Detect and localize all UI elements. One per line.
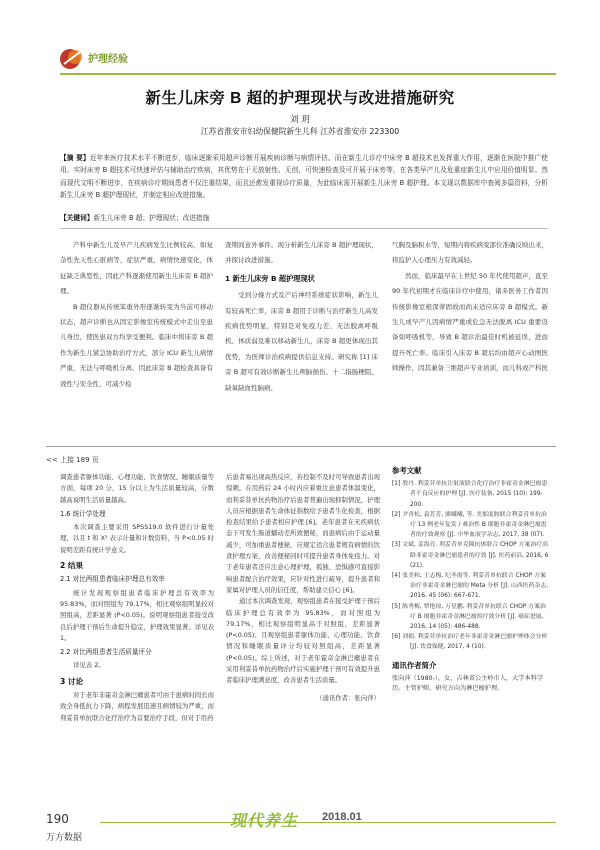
affiliation: 江苏省淮安市妇幼保健院新生儿科 江苏省淮安市 223300 <box>200 127 400 136</box>
divider <box>46 446 556 447</box>
paragraph: 然而，临床最早在上世纪 50 年代使用超声，直至 90 年代初期才在临床诊疗中使用，诸多医务工作者因传统影像室根深蒂固故而尚未适应床旁 B 超模式。新生儿或早产儿因病情严重或危急无法脱离 ICU 重要设备如呼吸机等，导致 B 超诊治最佳时机被延误，进而提升死亡率。临床引入床旁 B 超后均由超声心动图医师操作，因其兼备三维超声专业培训，而儿科或产科医 <box>392 271 548 373</box>
corresponding-author-note: （通讯作者：张向萍） <box>316 693 380 702</box>
reference-item: [6] 刘娟. 利妥昔单抗治疗老年非霍奇金淋巴瘤护理体会分析 [J]. 饮食保健, 2017, 4 (10). <box>392 634 548 651</box>
reference-item: [3] 文斌, 姜海亮. 利妥昔单克隆抗体联合 CHOP 方案治疗高龄非霍奇金淋巴瘤患者的疗效 [J]. 医药前沿, 2016, 6 (21). <box>392 542 549 569</box>
section-heading: 3 讨论 <box>60 676 84 686</box>
subheading: 2.1 对比两组患者临床护理总有效率 <box>60 575 165 584</box>
author-bio: 张向萍（1980-），女，吉林省公主岭市人，大学本科学历。主管护师。研究方向为淋巴瘤护理。 <box>392 674 544 693</box>
author-bio-title: 通讯作者简介 <box>392 660 437 670</box>
continued-from: << 上接 189 页 <box>46 456 99 464</box>
journal-logo-icon <box>58 44 86 72</box>
keywords-label: 【关键词】 <box>60 214 94 222</box>
magazine-name: 现代养生 <box>230 813 299 830</box>
references <box>392 466 550 695</box>
header-rule <box>60 73 556 75</box>
reference-item: [5] 陈秀梅, 覃艳琼, 万星鹏. 利妥昔单抗联合 CHOP 方案治疗 B 细胞非霍奇金淋巴瘤的疗效分析 [J]. 癌症进展, 2016, 14 (05): 486-488. <box>392 603 546 631</box>
paragraph: 后患者易出现高热反应，若控制不及时可导致患者出现惊厥。在用药后 24 小时内应着重注意患者体温变化，而利妥昔单抗药物治疗后患者普遍出现抑制情况，护理人员应根据患者生命体征指数给予患者生化检查，根据检查结果给予患者相应护理 [6]。老年患者在无疾病状态下可发生肠道蠕动差所致便秘，而患病后由于运动量减少，可加重患者便秘，应规定适合患者规有病情的饮食护理方案，改善便秘同时可提升患者身体免疫力。对于老年患者还应注意心理护理，孤独、恐惧感可直接影响患者配合治疗效果，应针对性进行疏导，提升患者和家属对护理人员的信任度，帮助建立信心 [6]。 <box>226 473 380 594</box>
author: 刘 玥 <box>290 115 310 125</box>
body-top-col1 <box>60 238 213 392</box>
abstract-label: 【摘 要】 <box>60 154 90 162</box>
keywords <box>60 212 548 222</box>
references-title: 参考文献 <box>392 466 422 475</box>
paragraph: 查期间意外事件。现分析新生儿床旁 B 超护理现状，并探讨改进措施。 <box>225 241 378 265</box>
body-top-col2 <box>225 238 378 396</box>
paragraph: 产科中新生儿及早产儿疾病发生比例较高，如复杂性先天性心脏病等，症状严重，病情快速变化，体征缺乏典型性，因此产科逐渐使用新生儿床旁 B 超护理。 <box>60 241 213 296</box>
paragraph: 气胸及脑积水等，短期内将疾病变部位准确反映出来，将监护人心理压力有效减轻。 <box>392 241 548 265</box>
body-bottom-col2 <box>226 472 380 704</box>
subheading: 1.6 统计学处理 <box>60 509 106 518</box>
keywords-text: 新生儿床旁 B 超；护理现状；改进措施 <box>93 214 210 222</box>
paragraph: 受到分娩方式及产后神经系统症状影响，新生儿有较高死亡率，床旁 B 超用于诊断与治疗新生儿高发疾病优势明显，特别是对免疫力差、无法脱离呼吸机、体质弱及难以移动新生儿，床旁 B 超更体现出其优势，为医师诊治疾病提供信息支持。研究称 [1] 床旁 B 超可有效诊断新生儿颅脑损伤、十二指肠梗阻、缺氧缺血性脑病、 <box>225 291 378 392</box>
paragraph: 调查患者躯体功能、心理功能、饮食情况、睡眠质量等方面，每项 20 分，15 分以上为生活质量较高，分数越高说明生活质量越高。 <box>60 473 214 504</box>
subheading: 2.2 对比两组患者生活质量评分 <box>60 648 152 657</box>
section-heading: 2 结果 <box>60 561 84 571</box>
paragraph: B 超仪器从传统笨重外形逐渐转变为当前可移动状态，超声诊断也从固定影像室传统模式中走出至患儿身边，使医患双方均享受便利。临床中将床旁 B 超作为新生儿紧急协助治疗方式，部分 ICU 新生儿病情严重，无法与呼吸机分离，因此床旁 B 超检查具备有效性与安全性，可减少检 <box>60 302 213 388</box>
issue-number: 2018.01 <box>322 811 362 823</box>
paragraph: 详见表 2。 <box>73 661 105 670</box>
abstract <box>60 152 548 201</box>
source-watermark: 万方数据 <box>46 833 83 843</box>
page-number: 190 <box>46 812 69 826</box>
paragraph: 统计发现观察组患者临床护理总有效率为 95.83%，而对照组为 79.17%，相比观察组明显较对照组高，差距显著 (P<0.05)。说明观察组患者接受改良后护理干预后生命提升稳定，护理效果显著。详见表 1。 <box>60 588 214 642</box>
divider <box>60 228 548 229</box>
reference-item: [2] 尹青松, 袁芳芳, 熊曦曦, 等. 美那度胺联合利妥昔单抗治疗 13 例老年复发 / 难治性 B 细胞非霍奇金淋巴瘤患者的疗效观察 [J]. 中华血液学杂志, 2017, 38 (07). <box>392 511 547 539</box>
reference-item: [1] 殷丹. 利妥昔单抗注射液联合化疗治疗非霍奇金淋巴瘤患者不良反应的护理 [J]. 医疗装备, 2015 (10): 199-200. <box>392 481 548 508</box>
reference-item: [4] 张美和, 王志梅, 纪冬霞等. 利妥昔单抗联合 CHOP 方案治疗非霍奇金淋巴瘤的 Meta 分析 [J]. 山西医药杂志, 2016, 45 (06): 667-671. <box>392 573 549 600</box>
paragraph: 对于老年非霍奇金淋巴瘤患者可由于患病时间长而致全身抵抗力下降，病程发展迅速且病情较为严重，而利妥昔单抗联合化疗治疗为首要治疗手段，但对于用药 <box>60 691 214 722</box>
paragraph: 本次调查主要采用 SPSS19.0 软件进行计量处理，以且 t 和 X² 表示计量和计数资料，当 P<0.05 时说明差距有统计学意义。 <box>60 523 214 554</box>
section-label: 护理经验 <box>88 54 128 65</box>
body-bottom-col1 <box>60 472 214 724</box>
article-title: 新生儿床旁 B 超的护理现状与改进措施研究 <box>145 90 455 107</box>
paragraph: 通过本次调查发现，观察组患者在接受护理干预后临床护理总有效率为 95.83%，而对照组为 79.17%，相比观察组明显高于对照组，差距显著 (P<0.05)；且观察组患者躯体功能、心理功能、饮食情况和睡眠质量评分均较对照组高，差距显著 (P<0.05)。综上所述，对于老年霍奇金淋巴瘤患者在采用利妥昔单抗药物治疗后实施护理干预可有效提升患者临床护理满意度，改善患者生活质量。 <box>226 597 380 685</box>
abstract-text: 近年来医疗技术水平不断进步，临床逐渐采用超声诊断开展疾病诊断与病情评估。而在新生儿诊疗中床旁 B 超技术也发挥重大作用，逐渐在医院中推广使用。实时床旁 B 超技术可快速评估与辅助治疗疾病，其优势在于无放射性、无创，可快速检查及可开展于床旁等，在各类早产儿及危重症新生儿中应用价值明显。然而现代文明不断进步，在疾病诊疗期间患者不仅注重结果，而且还愈发重视诊疗质量，为此临床需开展新生儿床旁 B 超护理。本文现以数据库中查阅多篇资料，分析新生儿床旁 B 超护理现状，并制定相应改进措施。 <box>60 154 548 199</box>
section-heading: 1 新生儿床旁 B 超护理现状 <box>225 273 315 283</box>
body-top-col3 <box>392 238 548 377</box>
